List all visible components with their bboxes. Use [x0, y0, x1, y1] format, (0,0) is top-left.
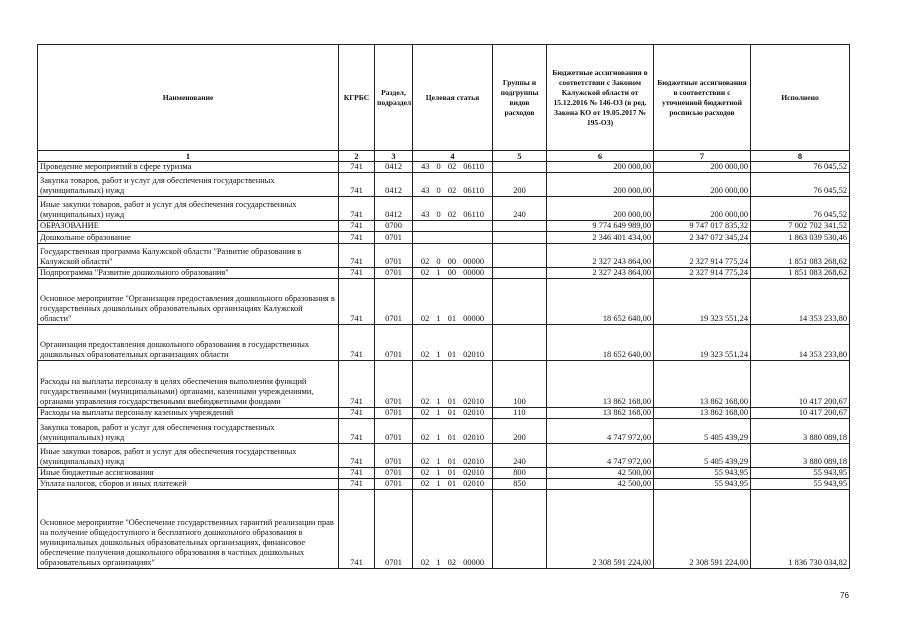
row-law-amount: 4 747 972,00: [547, 419, 654, 444]
row-name: Расходы на выплаты персоналу казенных учреждений: [38, 408, 339, 419]
column-number: 2: [339, 151, 375, 162]
row-law-amount: 13 862 168,00: [547, 361, 654, 408]
row-target-article: 02 1 01 02010: [413, 468, 493, 479]
row-law-amount: 200 000,00: [547, 197, 654, 221]
row-law-amount: 18 652 640,00: [547, 325, 654, 361]
row-refined-amount: 55 943,95: [654, 479, 751, 490]
header-row: [38, 45, 850, 151]
row-kgrbs: 741: [339, 444, 375, 468]
row-section: 0412: [375, 173, 413, 197]
row-name: ОБРАЗОВАНИЕ: [38, 221, 339, 232]
row-refined-amount: 5 405 439,29: [654, 444, 751, 468]
row-executed-amount: 76 045,52: [751, 162, 850, 173]
row-refined-amount: 55 943,95: [654, 468, 751, 479]
row-section: 0700: [375, 221, 413, 232]
row-expense-group: 110: [493, 408, 547, 419]
row-expense-group: [493, 325, 547, 361]
column-number: 7: [654, 151, 751, 162]
row-kgrbs: 741: [339, 361, 375, 408]
table-row: [38, 244, 850, 268]
row-refined-amount: 13 862 168,00: [654, 408, 751, 419]
row-expense-group: 240: [493, 197, 547, 221]
column-number: 4: [413, 151, 493, 162]
row-section: 0701: [375, 490, 413, 569]
table-row: [38, 361, 850, 408]
row-section: 0701: [375, 408, 413, 419]
row-law-amount: 4 747 972,00: [547, 444, 654, 468]
row-kgrbs: 741: [339, 232, 375, 244]
row-target-article: 43 0 02 06110: [413, 173, 493, 197]
row-kgrbs: 741: [339, 490, 375, 569]
row-section: 0701: [375, 279, 413, 325]
row-name: Закупка товаров, работ и услуг для обеспечения государственных (муниципальных) нужд: [38, 419, 339, 444]
row-section: 0412: [375, 197, 413, 221]
row-target-article: 02 1 01 02010: [413, 419, 493, 444]
row-refined-amount: 19 323 551,24: [654, 325, 751, 361]
row-target-article: 43 0 02 06110: [413, 162, 493, 173]
row-law-amount: 2 308 591 224,00: [547, 490, 654, 569]
table-row: [38, 419, 850, 444]
row-section: 0701: [375, 444, 413, 468]
column-number: 3: [375, 151, 413, 162]
row-refined-amount: 200 000,00: [654, 162, 751, 173]
row-expense-group: 240: [493, 444, 547, 468]
row-kgrbs: 741: [339, 408, 375, 419]
header-kgrbs: КГРБС: [339, 45, 375, 151]
row-target-article: 02 1 01 00000: [413, 279, 493, 325]
row-name: Иные бюджетные ассигнования: [38, 468, 339, 479]
row-section: 0701: [375, 232, 413, 244]
column-number-row: [38, 151, 850, 162]
row-name: Расходы на выплаты персоналу в целях обеспечения выполнения функций государственными (муниципальными) органами, казенными учреждениями, органами управления государственными внебюджетными фондами: [38, 361, 339, 408]
row-section: 0701: [375, 419, 413, 444]
row-kgrbs: 741: [339, 468, 375, 479]
row-refined-amount: 200 000,00: [654, 197, 751, 221]
row-name: Иные закупки товаров, работ и услуг для обеспечения государственных (муниципальных) нужд: [38, 197, 339, 221]
row-expense-group: [493, 162, 547, 173]
row-kgrbs: 741: [339, 162, 375, 173]
row-expense-group: 100: [493, 361, 547, 408]
row-name: Уплата налогов, сборов и иных платежей: [38, 479, 339, 490]
row-executed-amount: 7 002 702 341,52: [751, 221, 850, 232]
table-row: [38, 325, 850, 361]
row-kgrbs: 741: [339, 279, 375, 325]
row-refined-amount: 2 347 072 345,24: [654, 232, 751, 244]
row-refined-amount: 200 000,00: [654, 173, 751, 197]
row-executed-amount: 1 851 083 268,62: [751, 268, 850, 279]
row-law-amount: 200 000,00: [547, 173, 654, 197]
page-number: 76: [840, 591, 849, 600]
row-section: 0701: [375, 325, 413, 361]
row-executed-amount: 1 836 730 034,82: [751, 490, 850, 569]
row-target-article: [413, 232, 493, 244]
row-law-amount: 2 346 401 434,00: [547, 232, 654, 244]
column-number: 8: [751, 151, 850, 162]
row-executed-amount: 14 353 233,80: [751, 279, 850, 325]
row-expense-group: [493, 490, 547, 569]
header-section: Раздел, подраздел: [375, 45, 413, 151]
row-kgrbs: 741: [339, 244, 375, 268]
row-section: 0701: [375, 468, 413, 479]
row-target-article: 02 1 01 02010: [413, 361, 493, 408]
row-kgrbs: 741: [339, 221, 375, 232]
row-executed-amount: 1 863 039 530,46: [751, 232, 850, 244]
row-refined-amount: 19 323 551,24: [654, 279, 751, 325]
row-executed-amount: 55 943,95: [751, 479, 850, 490]
row-law-amount: 200 000,00: [547, 162, 654, 173]
row-executed-amount: 76 045,52: [751, 173, 850, 197]
row-refined-amount: 5 405 439,29: [654, 419, 751, 444]
row-law-amount: 42 500,00: [547, 479, 654, 490]
row-executed-amount: 3 880 089,18: [751, 444, 850, 468]
table-row: [38, 468, 850, 479]
row-kgrbs: 741: [339, 479, 375, 490]
row-executed-amount: 3 880 089,18: [751, 419, 850, 444]
table-row: [38, 232, 850, 244]
row-kgrbs: 741: [339, 325, 375, 361]
table-row: [38, 197, 850, 221]
table-row: [38, 221, 850, 232]
column-number: 1: [38, 151, 339, 162]
row-name: Закупка товаров, работ и услуг для обеспечения государственных (муниципальных) нужд: [38, 173, 339, 197]
row-name: Основное мероприятие "Организация предоставления дошкольного образования в государственных дошкольных образовательных организациях Калужской области": [38, 279, 339, 325]
row-name: Государственная программа Калужской области "Развитие образования в Калужской области": [38, 244, 339, 268]
row-law-amount: 18 652 640,00: [547, 279, 654, 325]
row-section: 0412: [375, 162, 413, 173]
row-law-amount: 2 327 243 864,00: [547, 268, 654, 279]
budget-execution-table: [37, 44, 850, 569]
row-name: Иные закупки товаров, работ и услуг для обеспечения государственных (муниципальных) нужд: [38, 444, 339, 468]
table-row: [38, 490, 850, 569]
row-refined-amount: 2 327 914 775,24: [654, 268, 751, 279]
row-target-article: [413, 221, 493, 232]
column-number: 6: [547, 151, 654, 162]
row-expense-group: [493, 221, 547, 232]
row-kgrbs: 741: [339, 173, 375, 197]
row-kgrbs: 741: [339, 419, 375, 444]
header-target-article: Целевая статья: [413, 45, 493, 151]
header-law-allocations: Бюджетные ассигнования в соответствии с Законом Калужской области от 15.12.2016 № 146-ОЗ (в ред. Закона КО от 19.05.2017 № 195-ОЗ): [547, 45, 654, 151]
row-section: 0701: [375, 268, 413, 279]
row-expense-group: 800: [493, 468, 547, 479]
row-section: 0701: [375, 244, 413, 268]
row-section: 0701: [375, 479, 413, 490]
row-target-article: 43 0 02 06110: [413, 197, 493, 221]
row-expense-group: [493, 268, 547, 279]
row-name: Основное мероприятие "Обеспечение государственных гарантий реализации прав на получение общедоступного и бесплатного дошкольного образования в муниципальных дошкольных образовательных организациях, финансовое обеспечение получения дошкольного образования в частных дошкольных образовательных организациях": [38, 490, 339, 569]
row-target-article: 02 1 01 02010: [413, 408, 493, 419]
row-kgrbs: 741: [339, 197, 375, 221]
row-target-article: 02 1 01 02010: [413, 479, 493, 490]
row-expense-group: [493, 232, 547, 244]
row-name: Проведение мероприятий в сфере туризма: [38, 162, 339, 173]
row-law-amount: 2 327 243 864,00: [547, 244, 654, 268]
row-name: Дошкольное образование: [38, 232, 339, 244]
row-target-article: 02 1 01 02010: [413, 444, 493, 468]
row-executed-amount: 10 417 200,67: [751, 361, 850, 408]
row-target-article: 02 1 01 02010: [413, 325, 493, 361]
row-executed-amount: 1 851 083 268,62: [751, 244, 850, 268]
row-expense-group: [493, 244, 547, 268]
row-name: Подпрограмма "Развитие дошкольного образования": [38, 268, 339, 279]
row-section: 0701: [375, 361, 413, 408]
table-row: [38, 162, 850, 173]
column-number: 5: [493, 151, 547, 162]
row-executed-amount: 76 045,52: [751, 197, 850, 221]
header-name: Наименование: [38, 45, 339, 151]
row-expense-group: 200: [493, 419, 547, 444]
header-expense-group: Группы и подгруппы видов расходов: [493, 45, 547, 151]
row-target-article: 02 0 00 00000: [413, 244, 493, 268]
table-row: [38, 408, 850, 419]
row-expense-group: [493, 279, 547, 325]
row-kgrbs: 741: [339, 268, 375, 279]
row-executed-amount: 10 417 200,67: [751, 408, 850, 419]
table-row: [38, 173, 850, 197]
table-row: [38, 279, 850, 325]
row-executed-amount: 14 353 233,80: [751, 325, 850, 361]
table-row: [38, 268, 850, 279]
row-target-article: 02 1 02 00000: [413, 490, 493, 569]
header-executed: Исполнено: [751, 45, 850, 151]
row-refined-amount: 9 747 017 835,32: [654, 221, 751, 232]
table-row: [38, 479, 850, 490]
table-row: [38, 444, 850, 468]
row-target-article: 02 1 00 00000: [413, 268, 493, 279]
row-refined-amount: 13 862 168,00: [654, 361, 751, 408]
row-law-amount: 13 862 168,00: [547, 408, 654, 419]
row-expense-group: 850: [493, 479, 547, 490]
header-refined-allocations: Бюджетные ассигнования в соответствии с уточненной бюджетной росписью расходов: [654, 45, 751, 151]
row-executed-amount: 55 943,95: [751, 468, 850, 479]
row-law-amount: 9 774 649 989,00: [547, 221, 654, 232]
row-refined-amount: 2 308 591 224,00: [654, 490, 751, 569]
row-name: Организация предоставления дошкольного образования в государственных дошкольных образовательных организациях области: [38, 325, 339, 361]
row-refined-amount: 2 327 914 775,24: [654, 244, 751, 268]
row-expense-group: 200: [493, 173, 547, 197]
row-law-amount: 42 500,00: [547, 468, 654, 479]
